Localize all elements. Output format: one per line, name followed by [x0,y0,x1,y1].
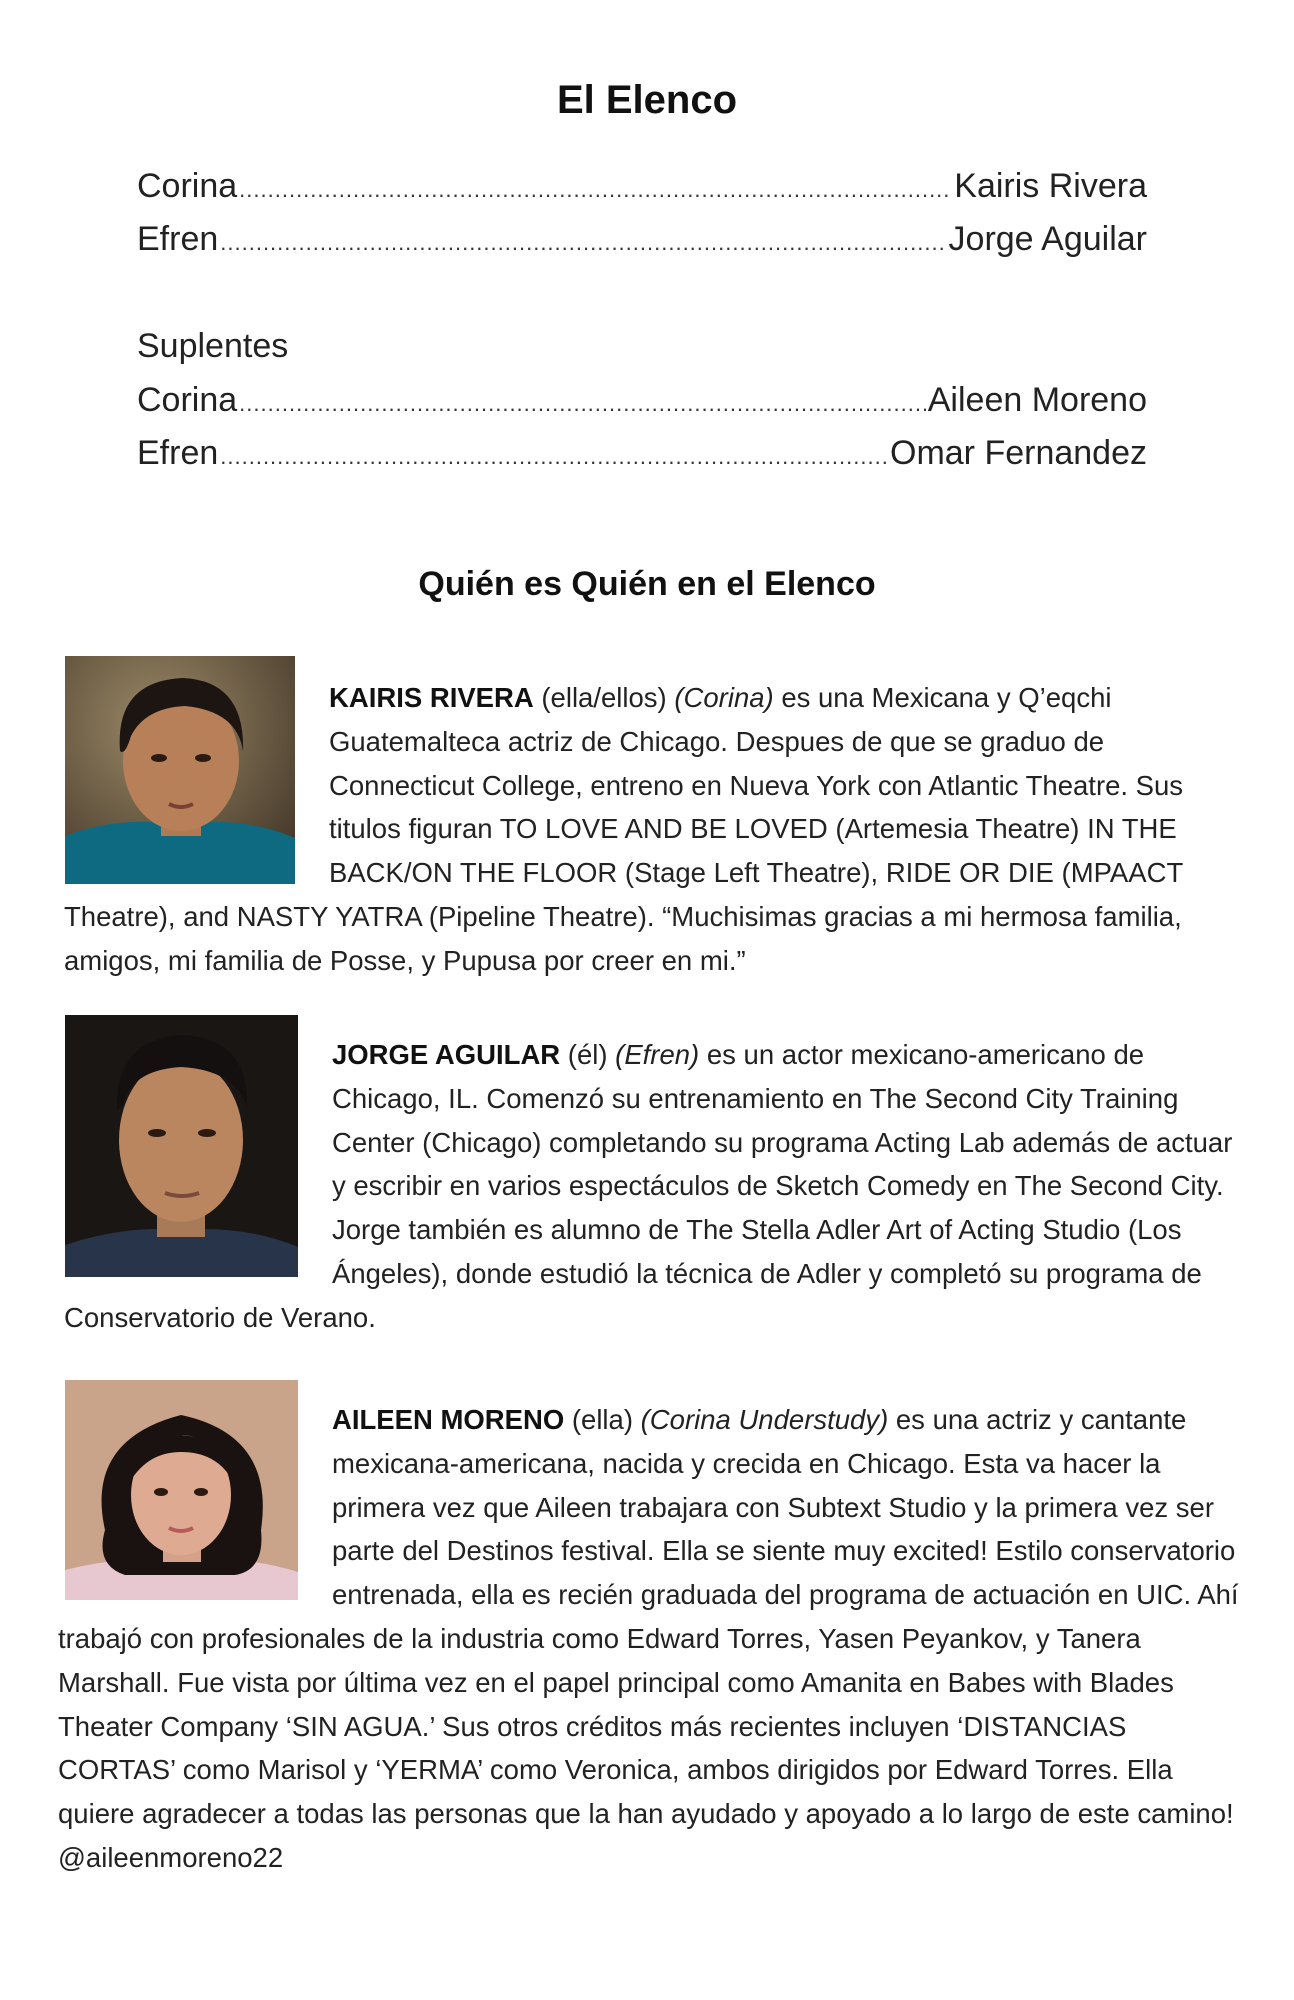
cast-role: Efren [137,434,219,472]
bio-name: JORGE AGUILAR [332,1039,561,1070]
leader-dots [239,166,952,214]
bio-name: AILEEN MORENO [332,1404,565,1435]
headshot-photo [65,656,295,884]
leader-dots [220,433,888,481]
bio-pronouns: (ella) [564,1404,641,1435]
headshot-photo [65,1015,298,1277]
cast-actor: Aileen Moreno [927,381,1147,419]
bio-name: KAIRIS RIVERA [329,682,534,713]
bio-kairis-rivera [64,676,1244,983]
bio-text: es una Mexicana y Q’eqchi Guatemalteca actriz de Chicago. Despues de que se graduo de Connecticut College, entreno en Nueva York con Atlantic Theatre. Sus titulos figuran TO LOVE AND BE LOVED (Artemesia Theatre) IN THE BACK/ON THE FLOOR (Stage Left Theatre), RIDE OR DIE (MPAACT Theatre), and NASTY YATRA (Pipeline Theatre). “Muchisimas gracias a mi hermosa familia, amigos, mi familia de Posse, y Pupusa por creer en mi.” [64,682,1184,976]
cast-actor: Kairis Rivera [954,167,1147,205]
cast-actor: Jorge Aguilar [948,220,1147,258]
leader-dots [220,219,946,267]
bio-role: (Corina) [674,682,774,713]
leader-dots [239,380,926,428]
cast-role: Corina [137,167,238,205]
bio-text: es una actriz y cantante mexicana-americana, nacida y crecida en Chicago. Esta va hacer la primera vez que Aileen trabajara con Subtext Studio y la primera vez ser parte del Destinos festival. Ella se siente muy excited! Estilo conservatorio entrenada, ella es recién graduada del programa de actuación en UIC. Ahí trabajó con profesionales de la industria como Edward Torres, Yasen Peyankov, y Tanera Marshall. Fue vista por última vez en el papel principal como Amanita en Babes with Blades Theater Company ‘SIN AGUA.’ Sus otros créditos más recientes incluyen ‘DISTANCIAS CORTAS’ como Marisol y ‘YERMA’ como Veronica, ambos dirigidos por Edward Torres. Ella quiere agradecer a todas las personas que la han ayudado y apoyado a lo largo de este camino! @aileenmoreno22 [58,1404,1239,1873]
bio-pronouns: (él) [560,1039,616,1070]
cast-role: Corina [137,381,238,419]
understudies-heading: Suplentes [137,327,289,365]
page-title: El Elenco [556,78,738,122]
cast-role: Efren [137,220,219,258]
cast-row [137,429,1147,481]
bio-text: es un actor mexicano-americano de Chicago, IL. Comenzó su entrenamiento en The Second City Training Center (Chicago) completando su programa Acting Lab además de actuar y escribir en varios espectáculos de Sketch Comedy en The Second City. Jorge también es alumno de The Stella Adler Art of Acting Studio (Los Ángeles), donde estudió la técnica de Adler y completó su programa de Conservatorio de Verano. [64,1039,1233,1333]
cast-row [137,376,1147,428]
bio-jorge-aguilar [64,1033,1244,1340]
bio-pronouns: (ella/ellos) [533,682,675,713]
headshot-photo [65,1380,298,1600]
bio-aileen-moreno [58,1398,1248,1880]
cast-row [137,162,1147,214]
bio-role: (Corina Understudy) [640,1404,889,1435]
cast-actor: Omar Fernandez [890,434,1147,472]
cast-row [137,215,1147,267]
bio-role: (Efren) [615,1039,700,1070]
section-title: Quién es Quién en el Elenco [418,565,876,603]
